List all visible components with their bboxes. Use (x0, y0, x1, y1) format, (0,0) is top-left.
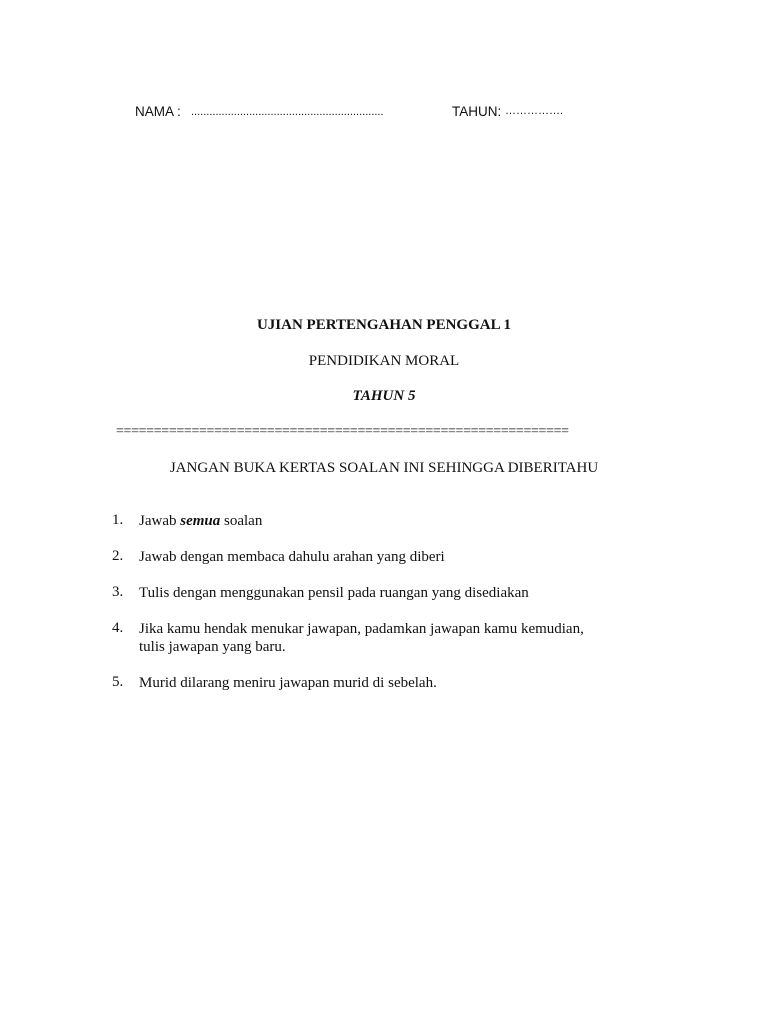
instruction-text-post: soalan (220, 513, 263, 529)
year-label: TAHUN: (452, 104, 502, 119)
instruction-number: 5. (112, 674, 124, 690)
exam-subject: PENDIDIKAN MORAL (308, 353, 460, 369)
instruction-number: 1. (112, 512, 124, 528)
instruction-number: 4. (112, 620, 124, 636)
student-info-row (0, 104, 768, 124)
instruction-text-line1: Jika kamu hendak menukar jawapan, padamkan jawapan kamu kemudian, (139, 621, 584, 637)
instruction-text-pre: Jawab (139, 513, 181, 529)
year-blank-line: ……………. (505, 105, 564, 117)
instruction-text (139, 620, 659, 656)
name-label: NAMA : (135, 104, 181, 119)
instruction-text (139, 512, 659, 530)
instruction-text: Murid dilarang meniru jawapan murid di sebelah. (139, 675, 437, 691)
instruction-emphasis: semua (180, 513, 221, 529)
name-blank-line: ............................................................... (191, 106, 384, 118)
instruction-text: Jawab dengan membaca dahulu arahan yang diberi (139, 549, 445, 565)
instruction-number: 3. (112, 584, 124, 600)
divider-rule: ============================================================ (116, 424, 569, 439)
warning-notice: JANGAN BUKA KERTAS SOALAN INI SEHINGGA DIBERITAHU (169, 460, 599, 476)
instruction-text: Tulis dengan menggunakan pensil pada ruangan yang disediakan (139, 585, 529, 601)
exam-title: UJIAN PERTENGAHAN PENGGAL 1 (256, 317, 512, 333)
instruction-number: 2. (112, 548, 124, 564)
instruction-text-line2: tulis jawapan yang baru. (139, 639, 286, 655)
exam-year: TAHUN 5 (352, 388, 416, 404)
